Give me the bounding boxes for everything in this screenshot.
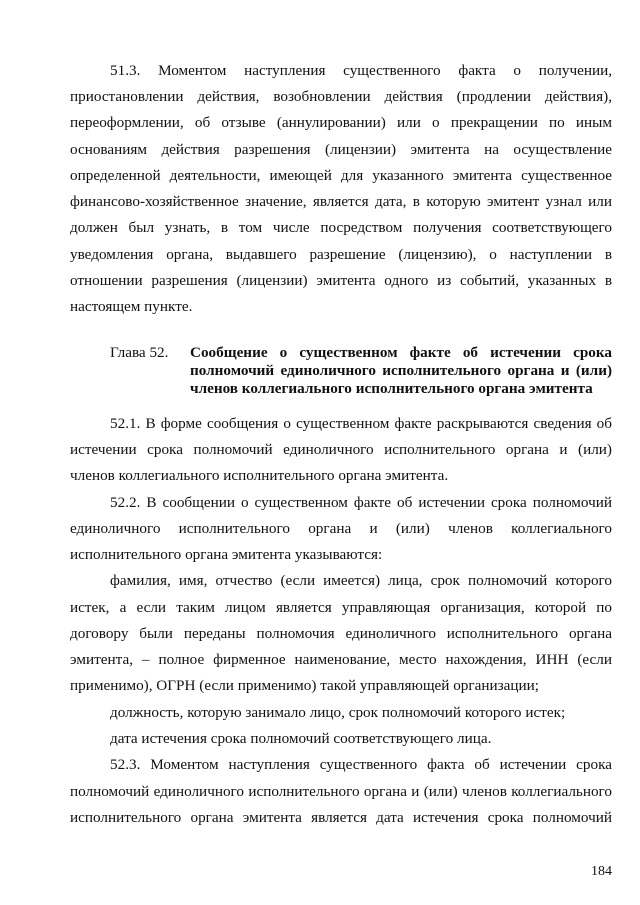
paragraph-51-3-line-2: приостановлении действия, возобновлении действия (продлении действия), <box>70 88 612 105</box>
paragraph-52-1-line-1: 52.1. В форме сообщения о существенном факте раскрываются сведения об <box>110 415 612 432</box>
paragraph-51-3-line-1: 51.3. Моментом наступления существенного факта о получении, <box>110 62 612 79</box>
chapter-label: Глава 52. <box>110 344 169 361</box>
page-number: 184 <box>591 864 612 879</box>
item-fio-line-4: эмитента, – полное фирменное наименование, место нахождения, ИНН (если <box>70 651 612 668</box>
paragraph-52-1-line-2: истечении срока полномочий единоличного исполнительного органа и (или) <box>70 441 612 458</box>
item-fio-line-2: истек, а если таким лицом является управляющая организация, которой по <box>70 599 612 616</box>
paragraph-51-3-line-10: настоящем пункте. <box>70 298 193 315</box>
paragraph-51-3-line-3: переоформлении, об отзыве (аннулировании) или о прекращении по иным <box>70 114 612 131</box>
item-date: дата истечения срока полномочий соответствующего лица. <box>110 730 492 747</box>
item-fio-line-1: фамилия, имя, отчество (если имеется) лица, срок полномочий которого <box>110 572 612 589</box>
paragraph-52-2-line-1: 52.2. В сообщении о существенном факте об истечении срока полномочий <box>110 494 612 511</box>
chapter-title-line-3: членов коллегиального исполнительного органа эмитента <box>190 380 593 397</box>
item-fio-line-3: договору были переданы полномочия единоличного исполнительного органа <box>70 625 612 642</box>
paragraph-51-3-line-5: определенной деятельности, имеющей для указанного эмитента существенное <box>70 167 612 184</box>
paragraph-51-3-line-7: должен был узнать, в том числе посредством получения соответствующего <box>70 219 612 236</box>
paragraph-51-3-line-4: основаниям действия разрешения (лицензии) эмитента на осуществление <box>70 141 612 158</box>
chapter-title-line-1: Сообщение о существенном факте об истечении срока <box>190 344 612 361</box>
paragraph-52-3-line-2: полномочий единоличного исполнительного органа и (или) членов коллегиального <box>70 783 612 800</box>
paragraph-52-3-line-1: 52.3. Моментом наступления существенного факта об истечении срока <box>110 756 612 773</box>
paragraph-51-3-line-9: отношении разрешения (лицензии) эмитента одного из событий, указанных в <box>70 272 612 289</box>
paragraph-52-1-line-3: членов коллегиального исполнительного органа эмитента. <box>70 467 449 484</box>
paragraph-51-3-line-8: уведомления органа, выдавшего разрешение (лицензию), о наступлении в <box>70 246 612 263</box>
chapter-title-line-2: полномочий единоличного исполнительного органа и (или) <box>190 362 612 379</box>
paragraph-52-3-line-3: исполнительного органа эмитента является дата истечения срока полномочий <box>70 809 612 826</box>
item-fio-line-5: применимо), ОГРН (если применимо) такой управляющей организации; <box>70 677 539 694</box>
paragraph-52-2-line-2: единоличного исполнительного органа и (или) членов коллегиального <box>70 520 612 537</box>
paragraph-52-2-line-3: исполнительного органа эмитента указываются: <box>70 546 383 563</box>
paragraph-51-3-line-6: финансово-хозяйственное значение, является дата, в которую эмитент узнал или <box>70 193 612 210</box>
item-position: должность, которую занимало лицо, срок полномочий которого истек; <box>110 704 566 721</box>
